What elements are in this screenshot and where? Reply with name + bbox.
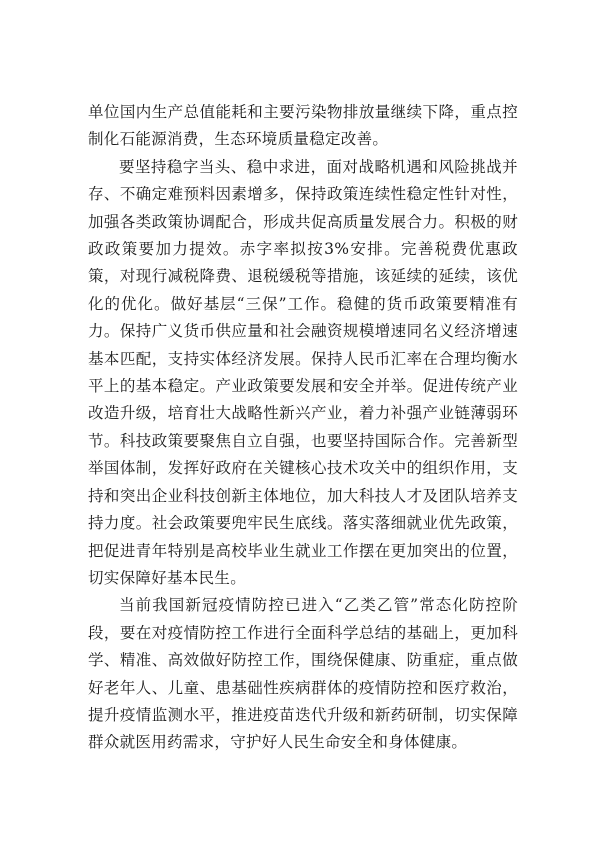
- paragraph-1: 单位国内生产总值能耗和主要污染物排放量继续下降，重点控制化石能源消费，生态环境质量稳定改善。: [88, 103, 518, 149]
- paragraph-3: 当前我国新冠疫情防控已进入“乙类乙管”常态化防控阶段，要在对疫情防控工作进行全面科学总结的基础上，更加科学、精准、高效做好防控工作，围绕保健康、防重症，重点做好老年人、儿童、患基础性疾病群体的疫情防控和医疗救治，提升疫情监测水平，推进疫苗迭代升级和新药研制，切实保障群众就医用药需求，守护好人民生命安全和身体健康。: [88, 596, 518, 752]
- document-body: [88, 99, 518, 757]
- paragraph-2: 要坚持稳字当头、稳中求进，面对战略机遇和风险挑战并存、不确定难预料因素增多，保持政策连续性稳定性针对性，加强各类政策协调配合，形成共促高质量发展合力。积极的财政政策要加力提效。赤字率拟按3%安排。完善税费优惠政策，对现行减税降费、退税缓税等措施，该延续的延续，该优化的优化。做好基层“三保”工作。稳健的货币政策要精准有力。保持广义货币供应量和社会融资规模增速同名义经济增速基本匹配，支持实体经济发展。保持人民币汇率在合理均衡水平上的基本稳定。产业政策要发展和安全并举。促进传统产业改造升级，培育壮大战略性新兴产业，着力补强产业链薄弱环节。科技政策要聚焦自立自强，也要坚持国际合作。完善新型举国体制，发挥好政府在关键核心技术攻关中的组织作用，支持和突出企业科技创新主体地位，加大科技人才及团队培养支持力度。社会政策要兜牢民生底线。落实落细就业优先政策，把促进青年特别是高校毕业生就业工作摆在更加突出的位置，切实保障好基本民生。: [88, 157, 518, 587]
